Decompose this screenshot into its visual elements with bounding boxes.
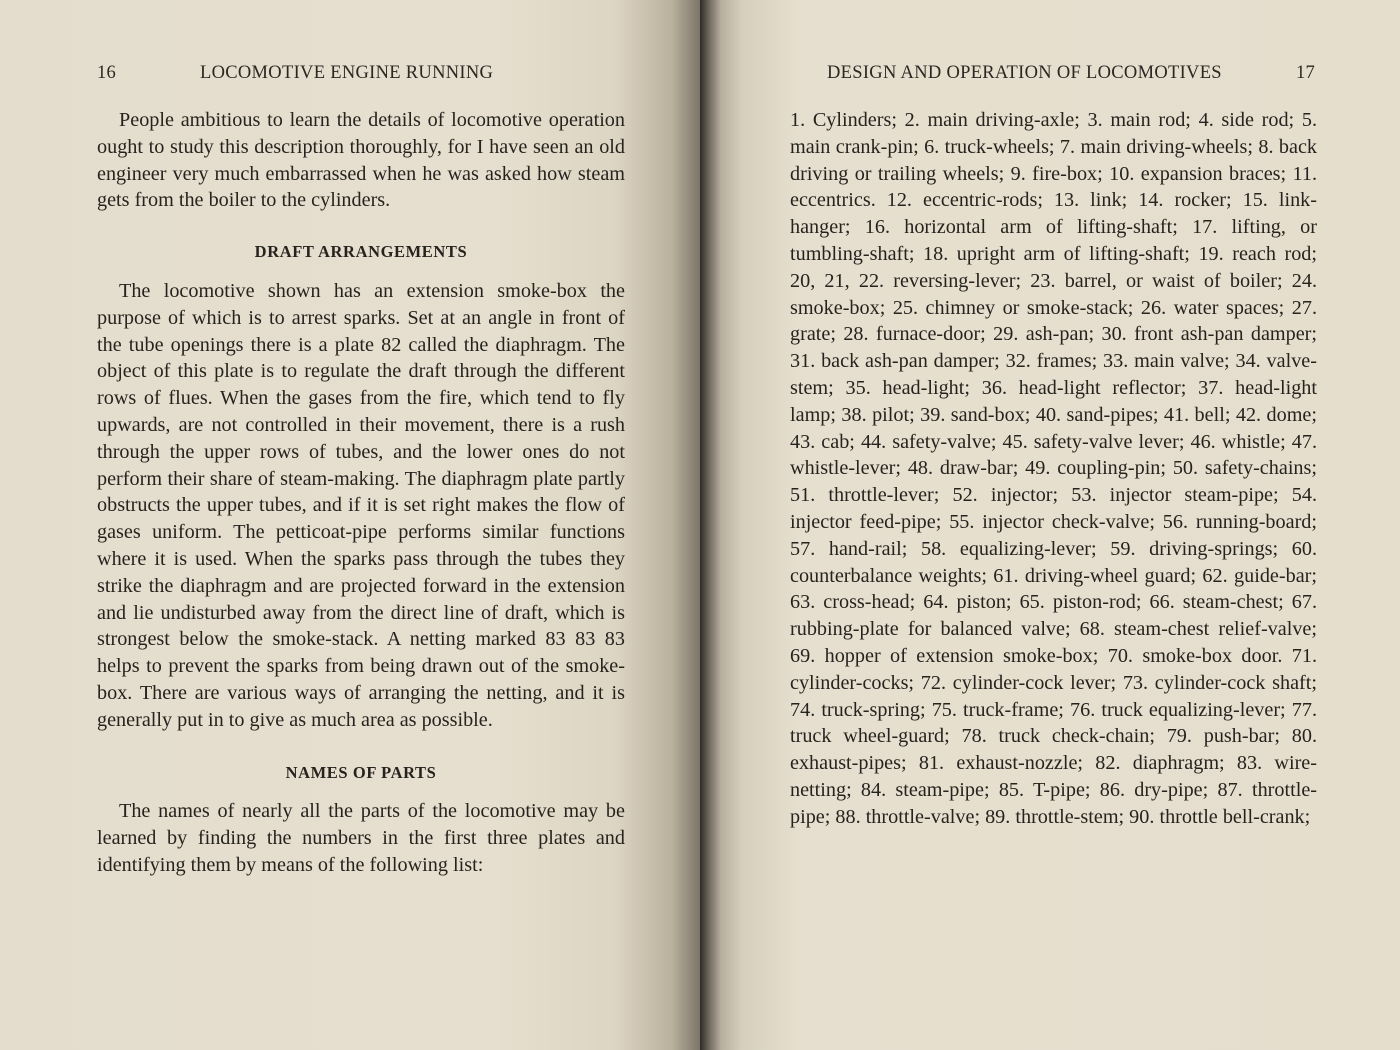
right-running-head: DESIGN AND OPERATION OF LOCOMOTIVES <box>827 63 1222 83</box>
left-page-number: 16 <box>97 63 117 83</box>
right-page-number: 17 <box>1296 63 1316 83</box>
parts-list-paragraph: 1. Cylinders; 2. main driving-axle; 3. main rod; 4. side rod; 5. main crank-pin; 6. truck-wheels; 7. main driving-wheels; 8. back driving or trailing wheels; 9. fire-box; 10. expansion braces; 11. eccentrics. 12. eccentric-rods; 13. link; 14. rocker; 15. link-hanger; 16. horizontal arm of lifting-shaft; 17. lifting, or tumbling-shaft; 18. upright arm of lifting-shaft; 19. reach rod; 20, 21, 22. reversing-lever; 23. barrel, or waist of boiler; 24. smoke-box; 25. chimney or smoke-stack; 26. water spaces; 27. grate; 28. furnace-door; 29. ash-pan; 30. front ash-pan damper; 31. back ash-pan damper; 32. frames; 33. main valve; 34. valve-stem; 35. head-light; 36. head-light reflector; 37. head-light lamp; 38. pilot; 39. sand-box; 40. sand-pipes; 41. bell; 42. dome; 43. cab; 44. safety-valve; 45. safety-valve lever; 46. whistle; 47. whistle-lever; 48. draw-bar; 49. coupling-pin; 50. safety-chains; 51. throttle-lever; 52. injector; 53. injector steam-pipe; 54. injector feed-pipe; 55. injector check-valve; 56. running-board; 57. hand-rail; 58. equalizing-lever; 59. driving-springs; 60. counterbalance weights; 61. driving-wheel guard; 62. guide-bar; 63. cross-head; 64. piston; 65. piston-rod; 66. steam-chest; 67. rubbing-plate for balanced valve; 68. steam-chest relief-valve; 69. hopper of extension smoke-box; 70. smoke-box door. 71. cylinder-cocks; 72. cylinder-cock lever; 73. cylinder-cock shaft; 74. truck-spring; 75. truck-frame; 76. truck equalizing-lever; 77. truck wheel-guard; 78. truck check-chain; 79. push-bar; 80. exhaust-pipes; 81. exhaust-nozzle; 82. diaphragm; 83. wire-netting; 84. steam-pipe; 85. T-pipe; 86. dry-pipe; 87. throttle-pipe; 88. throttle-valve; 89. throttle-stem; 90. throttle bell-crank; <box>790 109 1317 828</box>
right-page-body <box>790 107 1317 831</box>
right-page <box>700 0 1400 1050</box>
names-of-parts-heading: NAMES OF PARTS <box>285 762 437 782</box>
draft-paragraph: The locomotive shown has an extension smoke-box the purpose of which is to arrest sparks. Set at an angle in front of the tube openings there is a plate 82 called the diaphragm. The object of this plate is to regulate the draft through the different rows of flues. When the gases from the fire, which tend to fly upwards, are not controlled in their movement, there is a rush through the upper rows of tubes, and the lower ones do not perform their share of steam-making. The diaphragm plate partly obstructs the upper tubes, and if it is set right makes the flow of gases uniform. The petticoat-pipe performs similar functions where it is used. When the sparks pass through the tubes they strike the diaphragm and are projected forward in the extension and lie undisturbed away from the direct line of draft, which is strongest below the smoke-stack. A netting marked 83 83 83 helps to prevent the sparks from being drawn out of the smoke-box. There are various ways of arranging the netting, and it is generally put in to give as much area as possible. <box>97 279 625 731</box>
left-running-head: LOCOMOTIVE ENGINE RUNNING <box>200 63 494 83</box>
draft-arrangements-heading: DRAFT ARRANGEMENTS <box>254 242 468 262</box>
left-page-body <box>97 107 625 879</box>
intro-paragraph: People ambitious to learn the details of locomotive operation ought to study this description thoroughly, for I have seen an old engineer very much embarrassed when he was asked how steam gets from the boiler to the cylinders. <box>97 109 625 212</box>
names-paragraph: The names of nearly all the parts of the locomotive may be learned by finding the numbers in the first three plates and identifying them by means of the following list: <box>97 800 625 876</box>
